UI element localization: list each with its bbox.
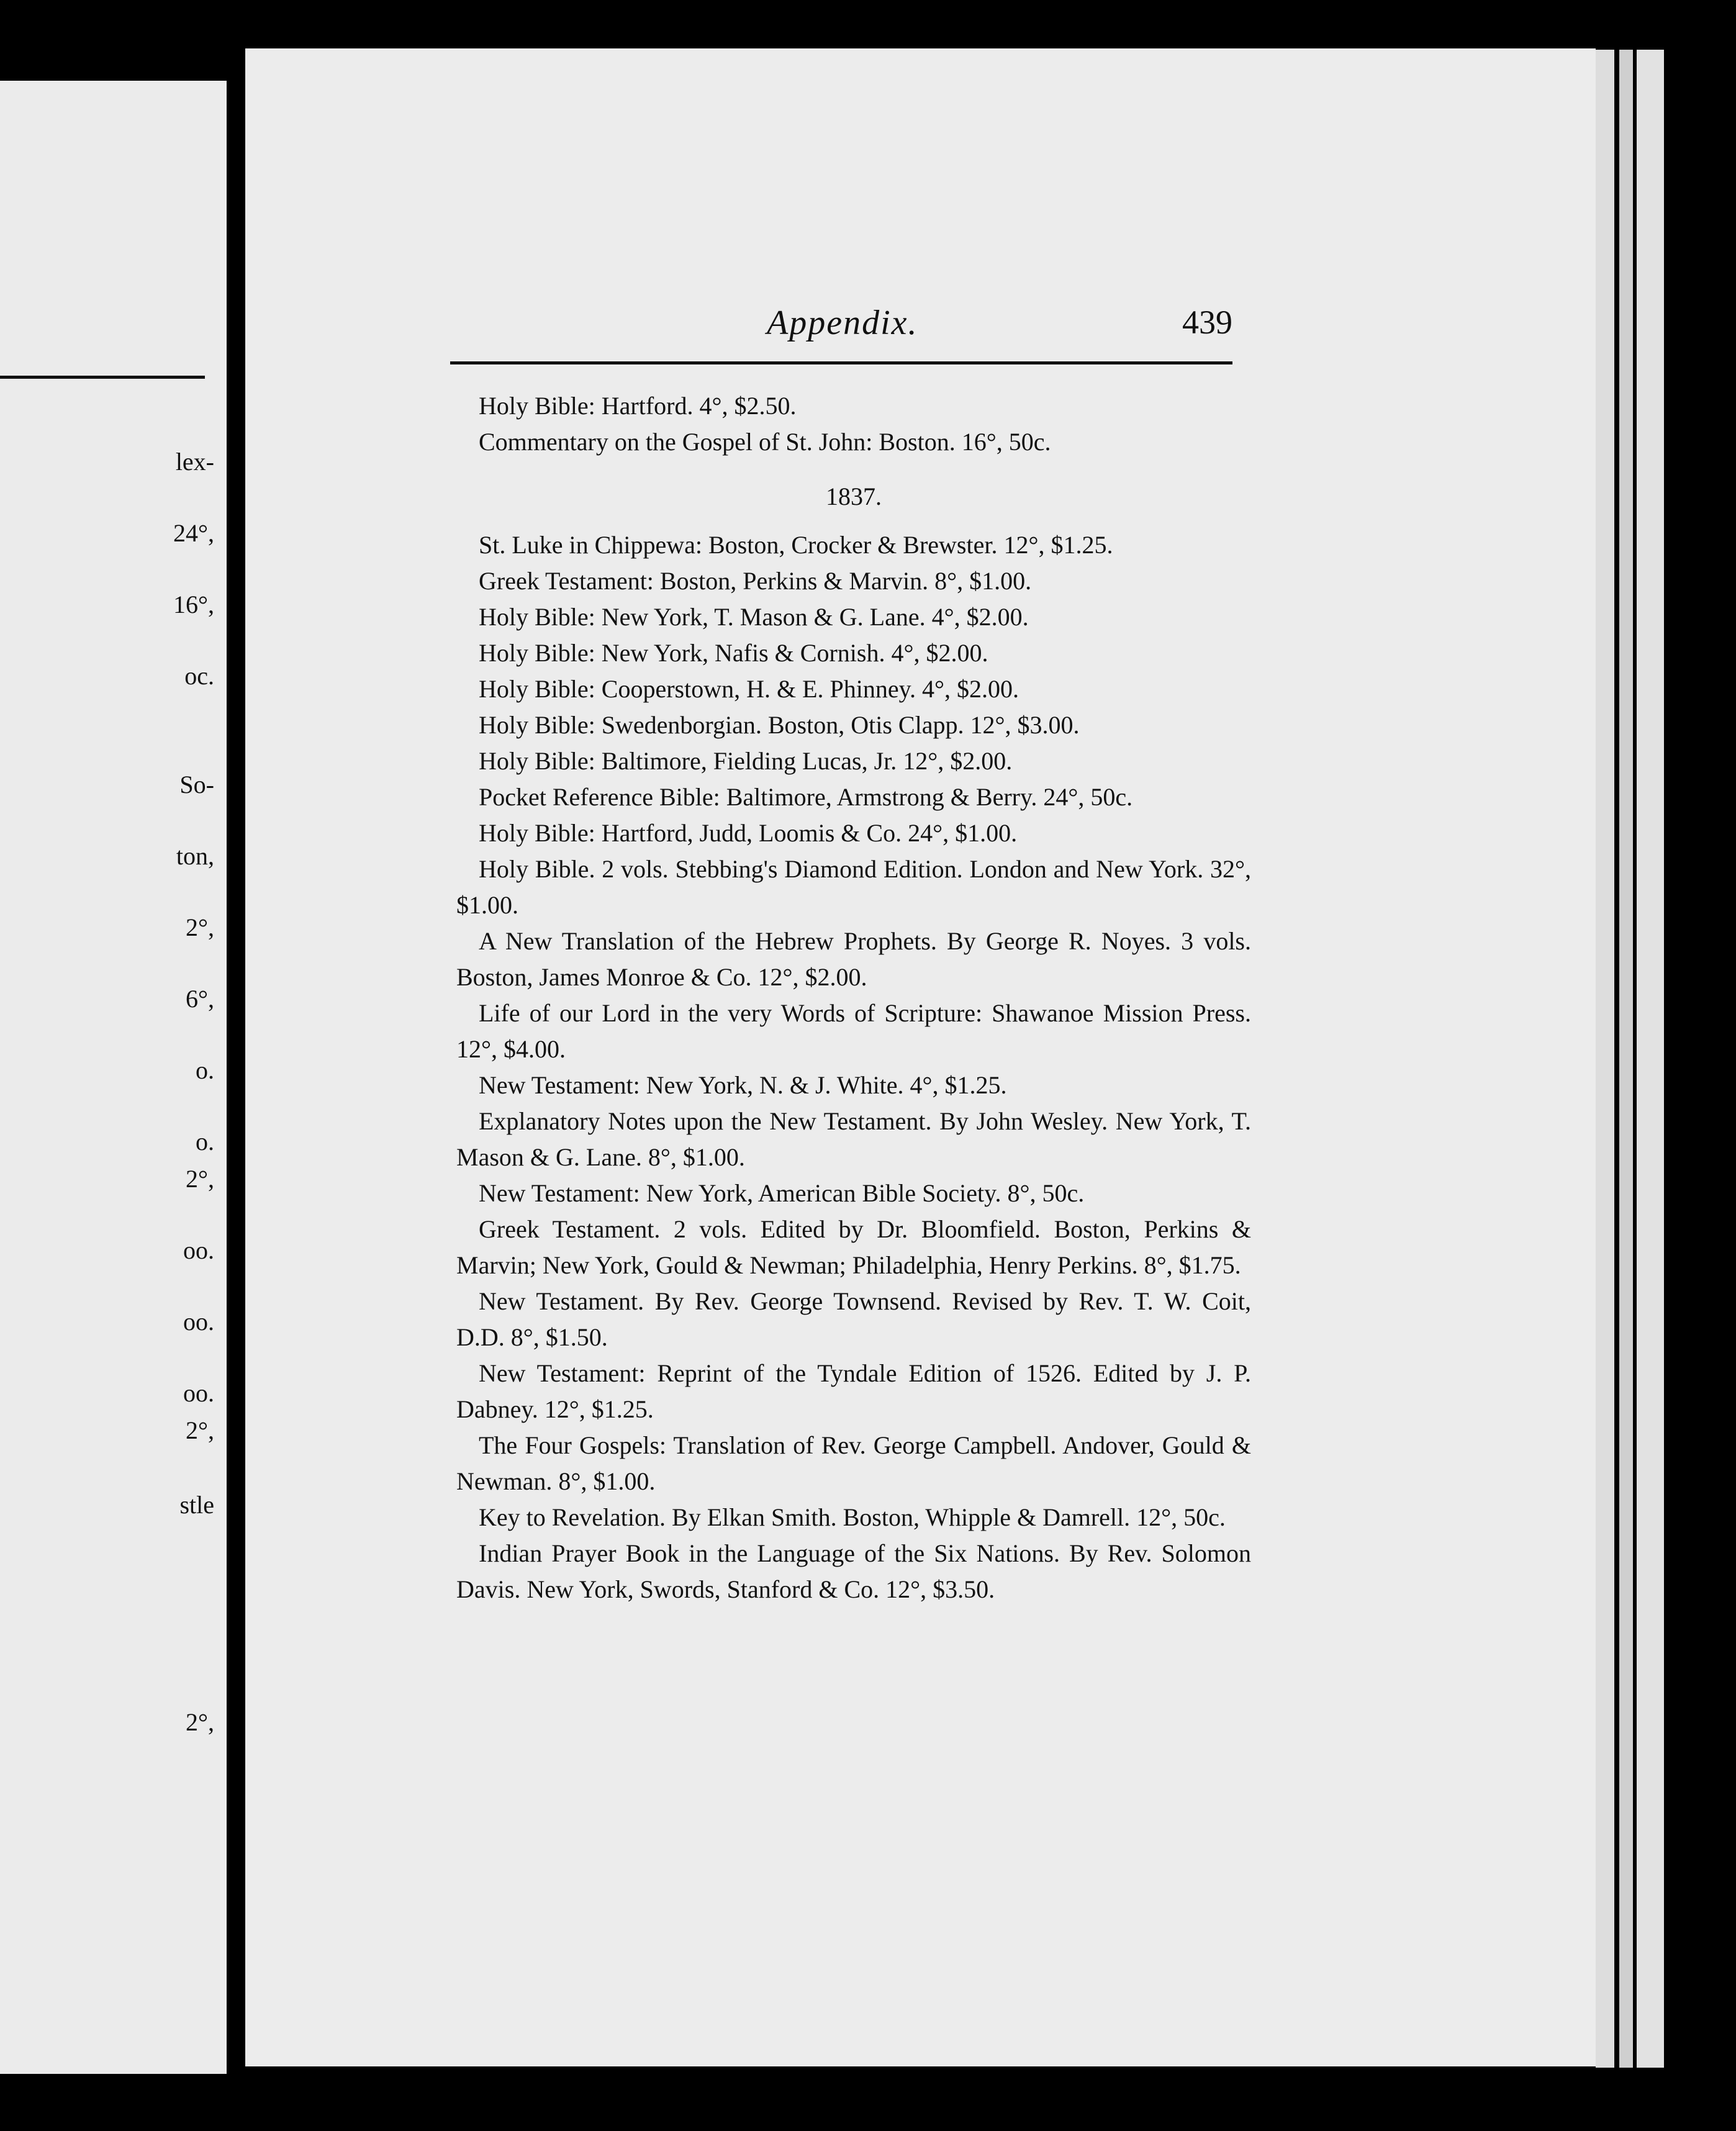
running-title: Appendix.: [767, 304, 918, 342]
facing-page-fragment: oo.: [183, 1236, 214, 1264]
list-item: Pocket Reference Bible: Baltimore, Armstrong & Berry. 24°, 50c.: [479, 783, 1133, 811]
bibliography-list: [456, 388, 1251, 1608]
list-item: Holy Bible: New York, T. Mason & G. Lane. 4°, $2.00.: [479, 603, 1029, 631]
list-item: A New Translation of the Hebrew Prophets. By George R. Noyes. 3 vols. Boston, James Monroe & Co. 12°, $2.00.: [456, 927, 1251, 991]
facing-page-fragment: o.: [196, 1056, 214, 1084]
facing-page-fragment: 16°,: [173, 590, 214, 618]
facing-page-fragment: oo.: [183, 1308, 214, 1336]
list-item: Key to Revelation. By Elkan Smith. Boston, Whipple & Damrell. 12°, 50c.: [479, 1503, 1226, 1531]
page-edges: [1596, 50, 1676, 2068]
list-item: New Testament: New York, American Bible Society. 8°, 50c.: [479, 1179, 1085, 1207]
facing-page-fragment: stle: [179, 1491, 214, 1519]
facing-page-fragment: lex-: [175, 448, 214, 476]
list-item: Explanatory Notes upon the New Testament. By John Wesley. New York, T. Mason & G. Lane. 8°, $1.00.: [456, 1107, 1251, 1171]
facing-page-fragment: oc.: [184, 662, 214, 690]
list-item: The Four Gospels: Translation of Rev. George Campbell. Andover, Gould & Newman. 8°, $1.00.: [456, 1431, 1251, 1495]
list-item: Holy Bible: Baltimore, Fielding Lucas, Jr. 12°, $2.00.: [479, 747, 1013, 775]
facing-page-fragment: So-: [179, 771, 214, 799]
list-item: Holy Bible: New York, Nafis & Cornish. 4°, $2.00.: [479, 639, 988, 667]
facing-page-fragment: 2°,: [186, 913, 214, 941]
facing-page-fragment: 2°,: [186, 1165, 214, 1193]
facing-page-fragment: 6°,: [186, 985, 214, 1013]
list-item: Holy Bible: Cooperstown, H. & E. Phinney. 4°, $2.00.: [479, 675, 1019, 703]
page-header: [450, 297, 1232, 365]
list-item: Holy Bible. 2 vols. Stebbing's Diamond Edition. London and New York. 32°, $1.00.: [456, 855, 1251, 919]
facing-page-fragment: 2°,: [186, 1708, 214, 1736]
book-gutter: [227, 75, 245, 2086]
list-item: Commentary on the Gospel of St. John: Boston. 16°, 50c.: [479, 428, 1051, 456]
list-item: Holy Bible: Hartford. 4°, $2.50.: [479, 392, 797, 420]
list-item: Greek Testament. 2 vols. Edited by Dr. Bloomfield. Boston, Perkins & Marvin; New York, Gould & Newman; Philadelphia, Henry Perkins. 8°, $1.75.: [456, 1215, 1251, 1279]
list-item: Holy Bible: Swedenborgian. Boston, Otis Clapp. 12°, $3.00.: [479, 711, 1080, 739]
list-item: New Testament. By Rev. George Townsend. Revised by Rev. T. W. Coit, D.D. 8°, $1.50.: [456, 1287, 1251, 1351]
list-item: New Testament: New York, N. & J. White. 4°, $1.25.: [479, 1071, 1007, 1099]
facing-page-fragment: 24°,: [173, 519, 214, 547]
facing-page-fragment: oo.: [183, 1379, 214, 1407]
list-item: New Testament: Reprint of the Tyndale Edition of 1526. Edited by J. P. Dabney. 12°, $1.25.: [456, 1359, 1251, 1423]
header-rule: [450, 361, 1232, 364]
list-item: St. Luke in Chippewa: Boston, Crocker & Brewster. 12°, $1.25.: [479, 531, 1113, 559]
year-heading: 1837.: [826, 482, 882, 510]
list-item: Indian Prayer Book in the Language of the Six Nations. By Rev. Solomon Davis. New York, Swords, Stanford & Co. 12°, $3.50.: [456, 1539, 1251, 1603]
facing-page-edge: [0, 81, 227, 2074]
list-item: Life of our Lord in the very Words of Scripture: Shawanoe Mission Press. 12°, $4.00.: [456, 999, 1251, 1063]
page-number: 439: [1182, 304, 1232, 341]
facing-page-rule: [0, 376, 205, 379]
list-item: Holy Bible: Hartford, Judd, Loomis & Co. 24°, $1.00.: [479, 819, 1018, 847]
list-item: Greek Testament: Boston, Perkins & Marvin. 8°, $1.00.: [479, 567, 1032, 595]
facing-page-fragment: 2°,: [186, 1416, 214, 1444]
facing-page-fragment: ton,: [176, 842, 214, 870]
facing-page-fragment: o.: [196, 1128, 214, 1156]
